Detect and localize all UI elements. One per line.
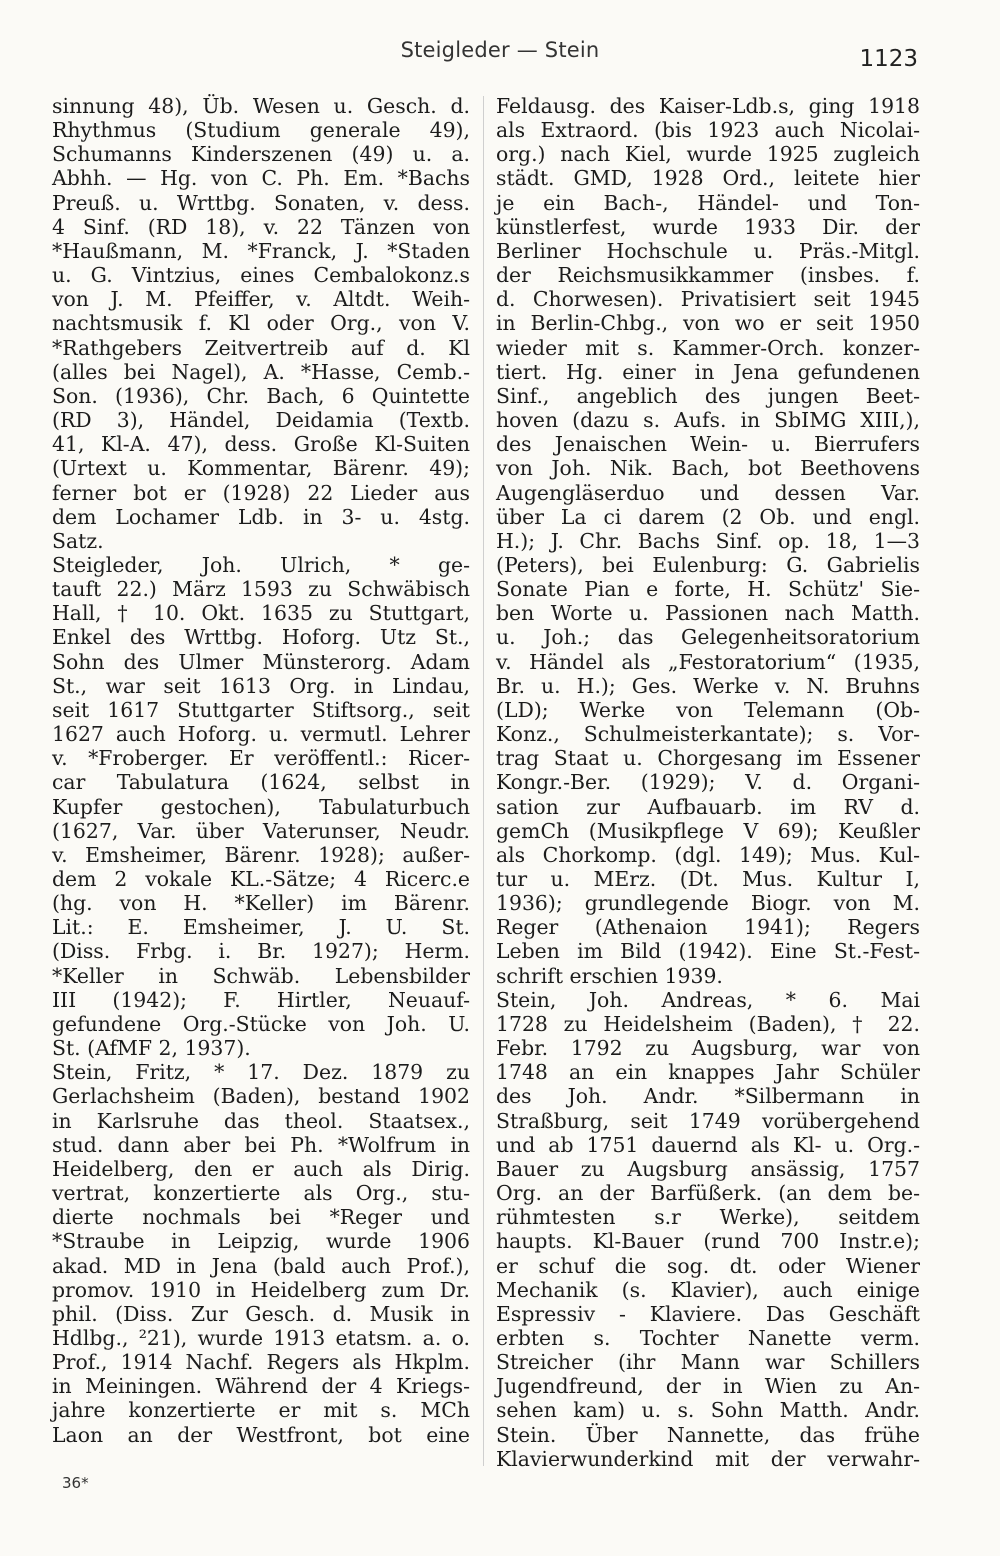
- text-line: u. Joh.; das Gelegenheitsoratorium: [496, 625, 920, 650]
- text-line: (LD); Werke von Telemann (Ob-: [496, 697, 920, 722]
- text-line: Preuß. u. Wrttbg. Sonaten, v. dess.: [52, 190, 470, 215]
- text-line: Heidelberg, den er auch als Dirig.: [52, 1156, 470, 1181]
- text-line: sehen kam) u. s. Sohn Matth. Andr.: [496, 1398, 920, 1423]
- text-line: 1936); grundlegende Biogr. von M.: [496, 891, 920, 916]
- text-line: Klavierwunderkind mit der verwahr-: [496, 1446, 920, 1471]
- text-line: u. G. Vintzius, eines Cembalokonz.s: [52, 263, 470, 288]
- page-number: 1123: [859, 46, 918, 72]
- text-line: ben Worte u. Passionen nach Matth.: [496, 601, 920, 626]
- text-line: Berliner Hochschule u. Präs.-Mitgl.: [496, 238, 920, 263]
- text-line: Sonate Pian e forte, H. Schütz' Sie-: [496, 577, 920, 602]
- text-line: *Haußmann, M. *Franck, J. *Staden: [52, 238, 470, 263]
- text-line: Reger (Athenaion 1941); Regers: [496, 915, 920, 940]
- text-line: *Straube in Leipzig, wurde 1906: [52, 1229, 470, 1254]
- text-line: haupts. Kl-Bauer (rund 700 Instr.e);: [496, 1229, 920, 1254]
- text-line: (1627, Var. über Vaterunser, Neudr.: [52, 818, 470, 843]
- text-line: Augengläserduo und dessen Var.: [496, 480, 920, 505]
- text-line: vertrat, konzertierte als Org., stu-: [52, 1181, 470, 1206]
- text-line: Kupfer gestochen), Tabulaturbuch: [52, 794, 470, 819]
- text-line: 41, Kl-A. 47), dess. Große Kl-Suiten: [52, 432, 470, 457]
- text-line: Bauer zu Augsburg ansässig, 1757: [496, 1156, 920, 1181]
- text-line: von Joh. Nik. Bach, bot Beethovens: [496, 456, 920, 481]
- text-line: Straßburg, seit 1749 vorübergehend: [496, 1108, 920, 1133]
- text-line: Streicher (ihr Mann war Schillers: [496, 1350, 920, 1375]
- text-line: Febr. 1792 zu Augsburg, war von: [496, 1036, 920, 1061]
- running-header: Steigleder — Stein: [400, 38, 600, 62]
- left-column: [52, 94, 484, 1447]
- text-line: Feldausg. des Kaiser-Ldb.s, ging 1918: [496, 94, 920, 118]
- text-line: H.); J. Chr. Bachs Sinf. op. 18, 1—3: [496, 528, 920, 553]
- text-line: (RD 3), Händel, Deidamia (Textb.: [52, 408, 470, 433]
- text-line: Kongr.-Ber. (1929); V. d. Organi-: [496, 770, 920, 795]
- text-line: gefundene Org.-Stücke von Joh. U.: [52, 1011, 470, 1036]
- text-line: Steigleder, Joh. Ulrich, * ge-: [52, 552, 470, 577]
- text-line: St., war seit 1613 Org. in Lindau,: [52, 673, 470, 698]
- text-line: je ein Bach-, Händel- und Ton-: [496, 190, 920, 215]
- text-line: 1627 auch Hoforg. u. vermutl. Lehrer: [52, 722, 470, 747]
- text-line: (Peters), bei Eulenburg: G. Gabrielis: [496, 552, 920, 577]
- text-line: in Karlsruhe das theol. Staatsex.,: [52, 1108, 470, 1133]
- text-line: Sohn des Ulmer Münsterorg. Adam: [52, 649, 470, 674]
- text-line: schrift erschien 1939.: [496, 963, 723, 988]
- text-line: Leben im Bild (1942). Eine St.-Fest-: [496, 939, 920, 964]
- text-line: tauft 22.) März 1593 zu Schwäbisch: [52, 577, 470, 602]
- text-line: Stein, Fritz, * 17. Dez. 1879 zu: [52, 1060, 470, 1085]
- text-line: rühmtesten s.r Werke), seitdem: [496, 1205, 920, 1230]
- text-line: er schuf die sog. dt. oder Wiener: [496, 1253, 920, 1278]
- text-line: promov. 1910 in Heidelberg zum Dr.: [52, 1277, 470, 1302]
- text-line: Mechanik (s. Klavier), auch einige: [496, 1277, 920, 1302]
- text-line: in Meiningen. Während der 4 Kriegs-: [52, 1374, 470, 1399]
- text-line: nachtsmusik f. Kl oder Org., von V.: [52, 311, 470, 336]
- text-line: (Urtext u. Kommentar, Bärenr. 49);: [52, 456, 470, 481]
- text-line: 4 Sinf. (RD 18), v. 22 Tänzen von: [52, 214, 470, 239]
- text-line: akad. MD in Jena (bald auch Prof.),: [52, 1253, 470, 1278]
- text-line: v. *Froberger. Er veröffentl.: Ricer-: [52, 746, 470, 771]
- text-line: car Tabulatura (1624, selbst in: [52, 770, 470, 795]
- text-line: phil. (Diss. Zur Gesch. d. Musik in: [52, 1301, 470, 1326]
- text-line: trag Staat u. Chorgesang im Essener: [496, 746, 920, 771]
- text-line: als Chorkomp. (dgl. 149); Mus. Kul-: [496, 842, 920, 867]
- text-line: *Keller in Schwäb. Lebensbilder: [52, 963, 470, 988]
- text-line: Schumanns Kinderszenen (49) u. a.: [52, 142, 470, 167]
- text-line: erbten s. Tochter Nanette verm.: [496, 1325, 920, 1350]
- text-line: sinnung 48), Üb. Wesen u. Gesch. d.: [52, 94, 470, 118]
- text-line: Abhh. — Hg. von C. Ph. Em. *Bachs: [52, 166, 470, 191]
- text-line: des Jenaischen Wein- u. Bierrufers: [496, 432, 920, 457]
- text-line: und ab 1751 dauernd als Kl- u. Org.-: [496, 1132, 920, 1157]
- text-line: dem Lochamer Ldb. in 3- u. 4stg.: [52, 504, 470, 529]
- text-line: wieder mit s. Kammer-Orch. konzer-: [496, 335, 920, 360]
- printer-signature: 36*: [62, 1474, 89, 1492]
- text-line: Org. an der Barfüßerk. (an dem be-: [496, 1181, 920, 1206]
- text-line: von J. M. Pfeiffer, v. Altdt. Weih-: [52, 287, 470, 312]
- text-line: (alles bei Nagel), A. *Hasse, Cemb.-: [52, 359, 470, 384]
- text-line: (Diss. Frbg. i. Br. 1927); Herm.: [52, 939, 470, 964]
- text-line: v. Emsheimer, Bärenr. 1928); außer-: [52, 842, 470, 867]
- right-column: [496, 94, 928, 1471]
- text-line: der Reichsmusikkammer (insbes. f.: [496, 263, 920, 288]
- text-line: ferner bot er (1928) 22 Lieder aus: [52, 480, 470, 505]
- text-line: Rhythmus (Studium generale 49),: [52, 118, 470, 143]
- text-line: über La ci darem (2 Ob. und engl.: [496, 504, 920, 529]
- text-line: *Rathgebers Zeitvertreib auf d. Kl: [52, 335, 470, 360]
- text-line: Gerlachsheim (Baden), bestand 1902: [52, 1084, 470, 1109]
- text-line: gemCh (Musikpflege V 69); Keußler: [496, 818, 920, 843]
- text-line: als Extraord. (bis 1923 auch Nicolai-: [496, 118, 920, 143]
- text-line: tur u. MErz. (Dt. Mus. Kultur I,: [496, 867, 920, 891]
- text-line: Konz., Schulmeisterkantate); s. Vor-: [496, 722, 920, 747]
- text-line: Sinf., angeblich des jungen Beet-: [496, 383, 920, 408]
- text-line: 1728 zu Heidelsheim (Baden), † 22.: [496, 1011, 920, 1036]
- text-line: III (1942); F. Hirtler, Neuauf-: [52, 987, 470, 1012]
- text-line: Stein, Joh. Andreas, * 6. Mai: [496, 987, 920, 1012]
- text-line: stud. dann aber bei Ph. *Wolfrum in: [52, 1132, 470, 1157]
- text-line: Br. u. H.); Ges. Werke v. N. Bruhns: [496, 673, 920, 698]
- text-line: Laon an der Westfront, bot eine: [52, 1422, 470, 1447]
- text-line: d. Chorwesen). Privatisiert seit 1945: [496, 287, 920, 312]
- text-line: künstlerfest, wurde 1933 Dir. der: [496, 214, 920, 239]
- text-line: St. (AfMF 2, 1937).: [52, 1036, 251, 1061]
- text-line: dierte nochmals bei *Reger und: [52, 1205, 470, 1230]
- text-line: Lit.: E. Emsheimer, J. U. St.: [52, 915, 470, 940]
- text-line: Prof., 1914 Nachf. Regers als Hkplm.: [52, 1350, 470, 1375]
- text-line: dem 2 vokale KL.-Sätze; 4 Ricerc.e: [52, 867, 470, 891]
- text-line: Son. (1936), Chr. Bach, 6 Quintette: [52, 383, 470, 408]
- text-line: des Joh. Andr. *Silbermann in: [496, 1084, 920, 1109]
- text-line: jahre konzertierte er mit s. MCh: [52, 1398, 470, 1423]
- text-line: Enkel des Wrttbg. Hoforg. Utz St.,: [52, 625, 470, 650]
- text-line: seit 1617 Stuttgarter Stiftsorg., seit: [52, 697, 470, 722]
- text-line: städt. GMD, 1928 Ord., leitete hier: [496, 166, 920, 191]
- text-line: tiert. Hg. einer in Jena gefundenen: [496, 359, 920, 384]
- text-line: sation zur Aufbauarb. im RV d.: [496, 794, 920, 819]
- text-line: Stein. Über Nannette, das frühe: [496, 1422, 920, 1447]
- text-line: (hg. von H. *Keller) im Bärenr.: [52, 891, 470, 916]
- text-line: hoven (dazu s. Aufs. in SbIMG XIII,),: [496, 408, 920, 433]
- text-line: Jugendfreund, der in Wien zu An-: [496, 1374, 920, 1399]
- text-line: Hdlbg., ²21), wurde 1913 etatsm. a. o.: [52, 1325, 470, 1350]
- text-line: v. Händel als „Festoratorium“ (1935,: [496, 649, 920, 674]
- text-line: 1748 an ein knappes Jahr Schüler: [496, 1060, 920, 1085]
- text-line: Satz.: [52, 528, 104, 553]
- text-line: in Berlin-Chbg., von wo er seit 1950: [496, 311, 920, 336]
- text-line: Espressiv - Klaviere. Das Geschäft: [496, 1301, 920, 1326]
- text-line: Hall, † 10. Okt. 1635 zu Stuttgart,: [52, 601, 470, 626]
- text-line: org.) nach Kiel, wurde 1925 zugleich: [496, 142, 920, 167]
